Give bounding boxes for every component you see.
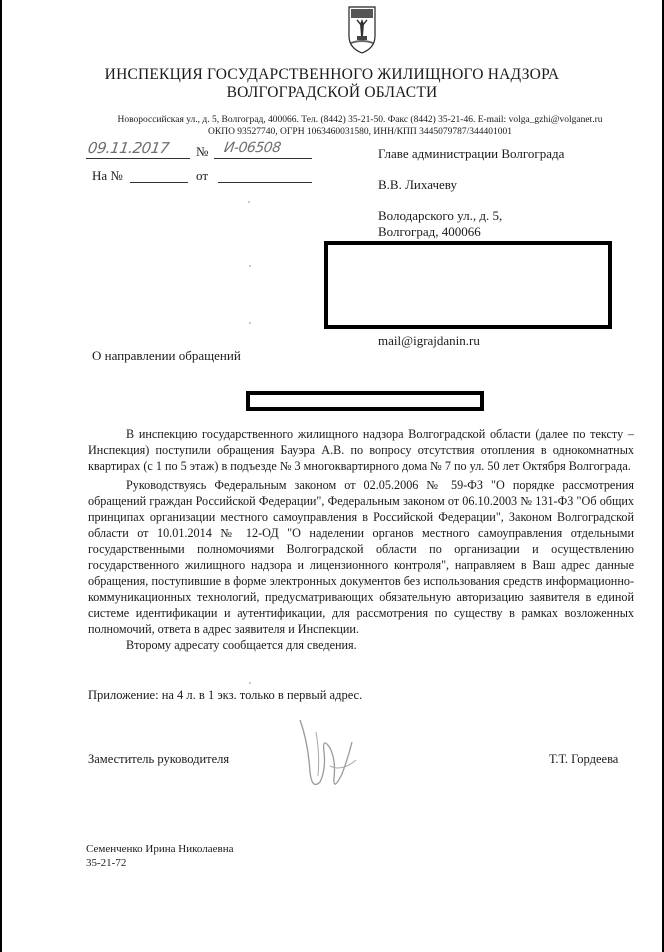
scan-edge-left xyxy=(0,0,2,952)
signatory-name: Т.Т. Гордеева xyxy=(549,752,619,766)
handwritten-signature xyxy=(290,712,370,798)
scan-speck xyxy=(248,201,250,203)
signatory-position: Заместитель руководителя xyxy=(88,752,230,766)
outgoing-number: И-06508 xyxy=(222,140,282,156)
redacted-address-block xyxy=(324,241,612,329)
recipient-email: mail@igrajdanin.ru xyxy=(378,333,480,348)
outgoing-number-label: № xyxy=(196,144,209,159)
reply-number-underline xyxy=(130,182,188,183)
body-paragraph-1: В инспекцию государственного жилищного надзора Волгоградской области (далее по тексту – Инспекция) поступили обращения Бауэра А.В. по вопросу отсутствия отопления в однокомнатных квартирах (с 1 по 5 этаж) в подъезде № 3 многоквартирного дома № 7 по ул. 50 лет Октября Волгограда. xyxy=(88,427,634,473)
org-codes: ОКПО 93527740, ОГРН 1063460031580, ИНН/КПП 3445079787/344401001 xyxy=(208,127,512,137)
org-address: Новороссийская ул., д. 5, Волгоград, 400066. Тел. (8442) 35-21-50. Факс (8442) 35-21-46. E-mail: volga_gzhi@volganet.ru xyxy=(117,115,603,125)
redacted-salutation xyxy=(246,391,484,411)
letter-subject: О направлении обращений xyxy=(92,348,241,363)
recipient-city: Волгоград, 400066 xyxy=(378,224,481,239)
outgoing-date: 09.11.2017 xyxy=(86,139,171,157)
body-paragraph-2: Руководствуясь Федеральным законом от 02.05.2006 № 59-ФЗ "О порядке рассмотрения обращений граждан Российской Федерации", Федеральным законом от 06.10.2003 № 131-ФЗ "Об общих принципах организации местного самоуправления в Российской Федерации", Законом Волгоградской области от 10.01.2014 № 12-ОД "О наделении органов местного самоуправления отдельными государственными полномочиями Волгоградской области по организации и осуществлению государственного жилищного надзора и лицензионного контроля", направляем в Ваш адрес данные обращения, поступившие в форме электронных документов без использования средств информационно-коммуникационных технологий, предусматривающих обязательную авторизацию заявителя в единой системе идентификации и аутентификации, для рассмотрения по существу в рамках возложенных полномочий, ответа в адрес заявителя и Инспекции. xyxy=(88,478,634,636)
recipient-name: В.В. Лихачеву xyxy=(378,177,457,192)
recipient-title: Главе администрации Волгограда xyxy=(378,146,565,161)
scan-speck xyxy=(249,265,251,267)
scan-speck xyxy=(249,682,251,684)
scan-speck xyxy=(249,322,251,324)
executor-phone: 35-21-72 xyxy=(86,857,127,869)
letter-body xyxy=(88,426,634,653)
executor-name: Семенченко Ирина Николаевна xyxy=(86,843,234,855)
volgograd-coat-of-arms-icon xyxy=(348,6,376,54)
number-underline xyxy=(214,158,312,159)
body-paragraph-3: Второму адресату сообщается для сведения. xyxy=(126,638,357,652)
reply-from-underline xyxy=(218,182,312,183)
reply-from-label: от xyxy=(196,168,209,183)
org-title-line2: ВОЛГОГРАДСКОЙ ОБЛАСТИ xyxy=(226,84,438,101)
attachment-note: Приложение: на 4 л. в 1 экз. только в первый адрес. xyxy=(88,688,363,702)
date-underline xyxy=(86,158,190,159)
org-title-line1: ИНСПЕКЦИЯ ГОСУДАРСТВЕННОГО ЖИЛИЩНОГО НАДЗОРА xyxy=(104,66,560,83)
reply-number-label: На № xyxy=(92,168,123,183)
recipient-street: Володарского ул., д. 5, xyxy=(378,208,503,223)
